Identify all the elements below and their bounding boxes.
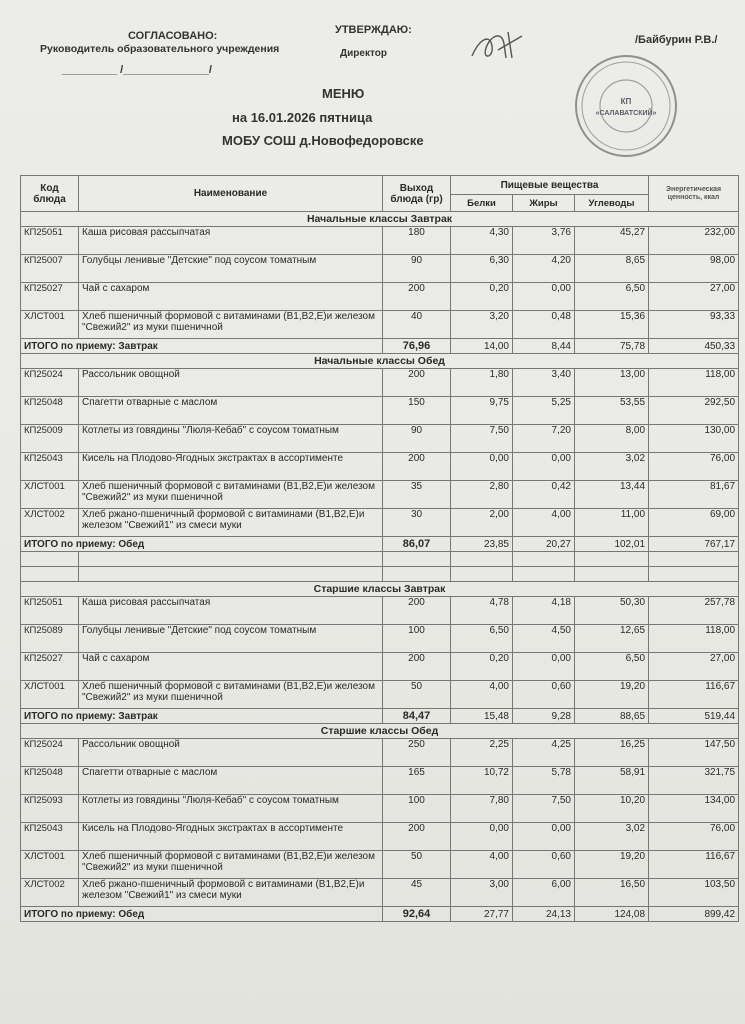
dish-code: КП25051	[21, 227, 79, 255]
dish-code: КП25043	[21, 823, 79, 851]
dish-fat: 4,00	[513, 509, 575, 537]
menu-title: МЕНЮ	[322, 86, 365, 101]
director-signature-icon	[468, 28, 526, 64]
table-row	[21, 509, 739, 537]
dish-energy: 103,50	[649, 879, 739, 907]
dish-name: Хлеб пшеничный формовой с витаминами (В1,В2,Е)и железом "Свежий2" из муки пшеничной	[79, 851, 383, 879]
total-label: ИТОГО по приему: Завтрак	[21, 339, 383, 354]
dish-name: Хлеб пшеничный формовой с витаминами (В1,В2,Е)и железом "Свежий2" из муки пшеничной	[79, 311, 383, 339]
svg-text:«САЛАВАТСКИЙ»: «САЛАВАТСКИЙ»	[595, 110, 657, 117]
head-of-institution-label: Руководитель образовательного учреждения	[40, 43, 280, 55]
table-row	[21, 283, 739, 311]
dish-code: КП25027	[21, 283, 79, 311]
column-header-energy: Энергетическая ценность, ккал	[649, 176, 739, 212]
table-row	[21, 597, 739, 625]
dish-fat: 0,42	[513, 481, 575, 509]
dish-name: Хлеб пшеничный формовой с витаминами (В1,В2,Е)и железом "Свежий2" из муки пшеничной	[79, 681, 383, 709]
total-row	[21, 709, 739, 724]
total-fat: 24,13	[513, 907, 575, 922]
table-row	[21, 425, 739, 453]
table-row	[21, 681, 739, 709]
total-row	[21, 537, 739, 552]
menu-table	[20, 175, 739, 922]
dish-carbs: 58,91	[575, 767, 649, 795]
dish-output: 90	[383, 255, 451, 283]
dish-name: Хлеб пшеничный формовой с витаминами (В1,В2,Е)и железом "Свежий2" из муки пшеничной	[79, 481, 383, 509]
dish-fat: 0,60	[513, 681, 575, 709]
section-title: Старшие классы Завтрак	[21, 582, 739, 597]
dish-output: 100	[383, 795, 451, 823]
section-title: Начальные классы Завтрак	[21, 212, 739, 227]
dish-code: ХЛСТ002	[21, 509, 79, 537]
blank-cell	[575, 552, 649, 567]
dish-fat: 5,78	[513, 767, 575, 795]
section-row	[21, 582, 739, 597]
blank-cell	[451, 552, 513, 567]
dish-output: 200	[383, 283, 451, 311]
section-title: Старшие классы Обед	[21, 724, 739, 739]
dish-carbs: 45,27	[575, 227, 649, 255]
svg-text:КП: КП	[620, 97, 632, 106]
dish-name: Спагетти отварные с маслом	[79, 397, 383, 425]
dish-code: КП25009	[21, 425, 79, 453]
dish-carbs: 8,00	[575, 425, 649, 453]
table-row	[21, 739, 739, 767]
total-carbs: 75,78	[575, 339, 649, 354]
table-row	[21, 653, 739, 681]
dish-fat: 0,00	[513, 453, 575, 481]
dish-protein: 10,72	[451, 767, 513, 795]
dish-name: Котлеты из говядины "Люля-Кебаб" с соусом томатным	[79, 795, 383, 823]
dish-energy: 116,67	[649, 851, 739, 879]
dish-output: 45	[383, 879, 451, 907]
total-output: 86,07	[383, 537, 451, 552]
table-row	[21, 397, 739, 425]
blank-cell	[383, 567, 451, 582]
dish-carbs: 11,00	[575, 509, 649, 537]
table-row	[21, 481, 739, 509]
total-fat: 20,27	[513, 537, 575, 552]
dish-output: 50	[383, 681, 451, 709]
dish-protein: 2,80	[451, 481, 513, 509]
dish-protein: 0,20	[451, 653, 513, 681]
dish-protein: 2,00	[451, 509, 513, 537]
blank-cell	[649, 552, 739, 567]
dish-energy: 27,00	[649, 283, 739, 311]
dish-carbs: 10,20	[575, 795, 649, 823]
menu-date: на 16.01.2026 пятница	[232, 110, 373, 125]
dish-energy: 81,67	[649, 481, 739, 509]
dish-energy: 232,00	[649, 227, 739, 255]
dish-code: КП25043	[21, 453, 79, 481]
column-header-protein: Белки	[451, 195, 513, 212]
column-header-fat: Жиры	[513, 195, 575, 212]
dish-protein: 1,80	[451, 369, 513, 397]
dish-fat: 7,20	[513, 425, 575, 453]
dish-name: Чай с сахаром	[79, 283, 383, 311]
signature-line-left: _________ /______________/	[62, 64, 212, 76]
dish-name: Спагетти отварные с маслом	[79, 767, 383, 795]
dish-code: КП25089	[21, 625, 79, 653]
dish-name: Чай с сахаром	[79, 653, 383, 681]
dish-fat: 0,60	[513, 851, 575, 879]
blank-cell	[21, 567, 79, 582]
dish-output: 200	[383, 653, 451, 681]
table-row	[21, 227, 739, 255]
section-row	[21, 724, 739, 739]
dish-protein: 7,50	[451, 425, 513, 453]
blank-row	[21, 567, 739, 582]
total-output: 92,64	[383, 907, 451, 922]
signer-name: /Байбурин Р.В./	[635, 34, 718, 46]
table-row	[21, 795, 739, 823]
agreed-label: СОГЛАСОВАНО:	[128, 30, 218, 42]
dish-protein: 0,20	[451, 283, 513, 311]
dish-fat: 4,20	[513, 255, 575, 283]
table-row	[21, 851, 739, 879]
total-row	[21, 339, 739, 354]
dish-name: Хлеб ржано-пшеничный формовой с витаминами (В1,В2,Е)и железом "Свежий1" из смеси муки	[79, 509, 383, 537]
dish-energy: 147,50	[649, 739, 739, 767]
dish-protein: 2,25	[451, 739, 513, 767]
dish-carbs: 50,30	[575, 597, 649, 625]
dish-name: Каша рисовая рассыпчатая	[79, 597, 383, 625]
blank-cell	[649, 567, 739, 582]
total-output: 84,47	[383, 709, 451, 724]
total-label: ИТОГО по приему: Обед	[21, 537, 383, 552]
dish-carbs: 53,55	[575, 397, 649, 425]
dish-protein: 4,00	[451, 681, 513, 709]
dish-energy: 118,00	[649, 369, 739, 397]
dish-code: КП25048	[21, 397, 79, 425]
dish-output: 40	[383, 311, 451, 339]
dish-name: Голубцы ленивые "Детские" под соусом томатным	[79, 625, 383, 653]
dish-fat: 0,00	[513, 823, 575, 851]
dish-protein: 4,30	[451, 227, 513, 255]
dish-fat: 7,50	[513, 795, 575, 823]
dish-output: 150	[383, 397, 451, 425]
dish-protein: 0,00	[451, 823, 513, 851]
dish-code: КП25024	[21, 369, 79, 397]
blank-cell	[513, 567, 575, 582]
column-header-name: Наименование	[79, 176, 383, 212]
dish-carbs: 3,02	[575, 453, 649, 481]
dish-output: 200	[383, 453, 451, 481]
dish-energy: 134,00	[649, 795, 739, 823]
total-fat: 8,44	[513, 339, 575, 354]
total-protein: 23,85	[451, 537, 513, 552]
dish-protein: 6,50	[451, 625, 513, 653]
dish-protein: 4,78	[451, 597, 513, 625]
dish-output: 200	[383, 597, 451, 625]
total-energy: 519,44	[649, 709, 739, 724]
dish-code: КП25051	[21, 597, 79, 625]
blank-cell	[451, 567, 513, 582]
dish-carbs: 19,20	[575, 681, 649, 709]
dish-name: Котлеты из говядины "Люля-Кебаб" с соусом томатным	[79, 425, 383, 453]
dish-code: КП25024	[21, 739, 79, 767]
table-row	[21, 369, 739, 397]
total-energy: 767,17	[649, 537, 739, 552]
total-label: ИТОГО по приему: Обед	[21, 907, 383, 922]
total-protein: 14,00	[451, 339, 513, 354]
dish-fat: 3,40	[513, 369, 575, 397]
section-row	[21, 212, 739, 227]
dish-energy: 98,00	[649, 255, 739, 283]
dish-name: Каша рисовая рассыпчатая	[79, 227, 383, 255]
column-header-output: Выход блюда (гр)	[383, 176, 451, 212]
section-row	[21, 354, 739, 369]
dish-carbs: 8,65	[575, 255, 649, 283]
dish-energy: 130,00	[649, 425, 739, 453]
dish-protein: 9,75	[451, 397, 513, 425]
dish-fat: 0,48	[513, 311, 575, 339]
total-output: 76,96	[383, 339, 451, 354]
dish-energy: 76,00	[649, 823, 739, 851]
column-header-carbs: Углеводы	[575, 195, 649, 212]
blank-cell	[79, 552, 383, 567]
dish-carbs: 19,20	[575, 851, 649, 879]
menu-table-body	[21, 212, 739, 922]
dish-fat: 5,25	[513, 397, 575, 425]
table-row	[21, 823, 739, 851]
blank-cell	[383, 552, 451, 567]
dish-carbs: 16,25	[575, 739, 649, 767]
dish-output: 200	[383, 823, 451, 851]
dish-fat: 4,18	[513, 597, 575, 625]
dish-energy: 93,33	[649, 311, 739, 339]
dish-energy: 69,00	[649, 509, 739, 537]
dish-code: КП25007	[21, 255, 79, 283]
menu-table-wrapper	[20, 175, 738, 922]
dish-fat: 4,50	[513, 625, 575, 653]
dish-fat: 3,76	[513, 227, 575, 255]
total-carbs: 102,01	[575, 537, 649, 552]
column-header-nutrients: Пищевые вещества	[451, 176, 649, 195]
dish-energy: 321,75	[649, 767, 739, 795]
official-stamp-icon	[572, 52, 680, 160]
dish-output: 200	[383, 369, 451, 397]
dish-energy: 292,50	[649, 397, 739, 425]
total-label: ИТОГО по приему: Завтрак	[21, 709, 383, 724]
dish-energy: 116,67	[649, 681, 739, 709]
dish-energy: 76,00	[649, 453, 739, 481]
dish-name: Хлеб ржано-пшеничный формовой с витаминами (В1,В2,Е)и железом "Свежий1" из смеси муки	[79, 879, 383, 907]
table-row	[21, 255, 739, 283]
blank-row	[21, 552, 739, 567]
dish-output: 165	[383, 767, 451, 795]
dish-output: 50	[383, 851, 451, 879]
total-energy: 899,42	[649, 907, 739, 922]
table-row	[21, 625, 739, 653]
dish-carbs: 15,36	[575, 311, 649, 339]
dish-output: 250	[383, 739, 451, 767]
table-row	[21, 879, 739, 907]
total-carbs: 124,08	[575, 907, 649, 922]
dish-name: Рассольник овощной	[79, 369, 383, 397]
dish-energy: 257,78	[649, 597, 739, 625]
dish-name: Голубцы ленивые "Детские" под соусом томатным	[79, 255, 383, 283]
dish-name: Кисель на Плодово-Ягодных экстрактах в ассортименте	[79, 823, 383, 851]
dish-protein: 3,00	[451, 879, 513, 907]
column-header-code: Код блюда	[21, 176, 79, 212]
director-label: Директор	[340, 48, 387, 59]
dish-code: ХЛСТ001	[21, 681, 79, 709]
dish-code: ХЛСТ001	[21, 311, 79, 339]
dish-carbs: 13,44	[575, 481, 649, 509]
dish-output: 180	[383, 227, 451, 255]
dish-output: 90	[383, 425, 451, 453]
dish-carbs: 6,50	[575, 653, 649, 681]
dish-code: КП25027	[21, 653, 79, 681]
table-row	[21, 767, 739, 795]
dish-fat: 6,00	[513, 879, 575, 907]
total-energy: 450,33	[649, 339, 739, 354]
dish-protein: 0,00	[451, 453, 513, 481]
blank-cell	[79, 567, 383, 582]
dish-energy: 118,00	[649, 625, 739, 653]
total-fat: 9,28	[513, 709, 575, 724]
dish-protein: 7,80	[451, 795, 513, 823]
dish-output: 100	[383, 625, 451, 653]
dish-fat: 4,25	[513, 739, 575, 767]
blank-cell	[21, 552, 79, 567]
dish-code: ХЛСТ001	[21, 481, 79, 509]
table-row	[21, 453, 739, 481]
document-header	[0, 0, 745, 175]
dish-carbs: 6,50	[575, 283, 649, 311]
dish-code: КП25093	[21, 795, 79, 823]
dish-name: Рассольник овощной	[79, 739, 383, 767]
table-row	[21, 311, 739, 339]
dish-protein: 3,20	[451, 311, 513, 339]
dish-code: ХЛСТ001	[21, 851, 79, 879]
dish-carbs: 13,00	[575, 369, 649, 397]
dish-output: 30	[383, 509, 451, 537]
total-protein: 15,48	[451, 709, 513, 724]
dish-output: 35	[383, 481, 451, 509]
blank-cell	[513, 552, 575, 567]
dish-fat: 0,00	[513, 653, 575, 681]
dish-protein: 6,30	[451, 255, 513, 283]
total-carbs: 88,65	[575, 709, 649, 724]
school-name: МОБУ СОШ д.Новофедоровске	[222, 133, 424, 148]
total-protein: 27,77	[451, 907, 513, 922]
dish-carbs: 16,50	[575, 879, 649, 907]
dish-protein: 4,00	[451, 851, 513, 879]
dish-energy: 27,00	[649, 653, 739, 681]
total-row	[21, 907, 739, 922]
dish-code: КП25048	[21, 767, 79, 795]
section-title: Начальные классы Обед	[21, 354, 739, 369]
dish-fat: 0,00	[513, 283, 575, 311]
dish-carbs: 12,65	[575, 625, 649, 653]
dish-code: ХЛСТ002	[21, 879, 79, 907]
dish-name: Кисель на Плодово-Ягодных экстрактах в ассортименте	[79, 453, 383, 481]
dish-carbs: 3,02	[575, 823, 649, 851]
blank-cell	[575, 567, 649, 582]
approve-label: УТВЕРЖДАЮ:	[335, 24, 412, 36]
